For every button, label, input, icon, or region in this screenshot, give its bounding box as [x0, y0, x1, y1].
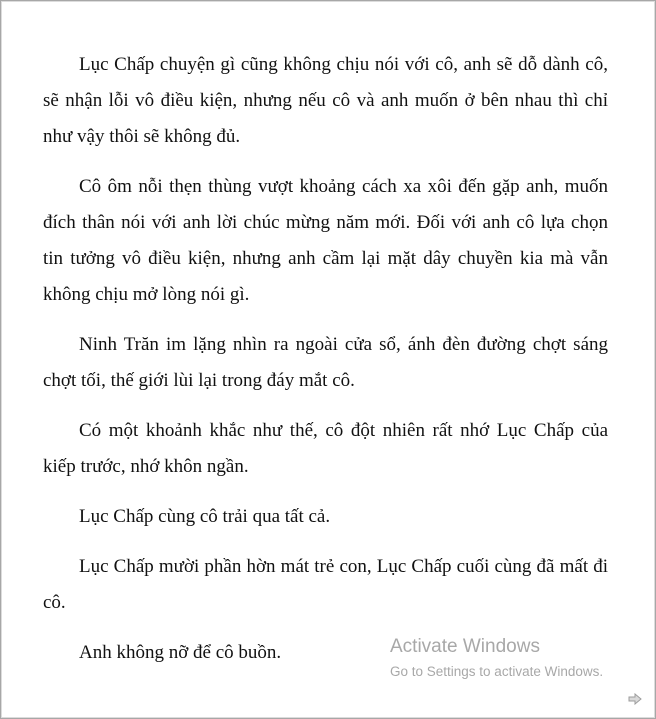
- paragraph: Anh không nỡ để cô buồn.: [79, 642, 282, 663]
- watermark-subtitle: Go to Settings to activate Windows.: [390, 664, 604, 679]
- paragraph: Lục Chấp chuyện gì cũng không chịu nói với cô, anh sẽ dỗ dành cô, sẽ nhận lỗi vô điều kiện, nhưng nếu cô và anh muốn ở bên nhau thì chỉ như vậy thôi sẽ không đủ.: [43, 54, 608, 147]
- paragraph: Lục Chấp cùng cô trải qua tất cả.: [79, 506, 331, 527]
- paragraph: Có một khoảnh khắc như thế, cô đột nhiên rất nhớ Lục Chấp của kiếp trước, nhớ khôn ngần.: [43, 420, 608, 477]
- paragraph: Cô ôm nỗi thẹn thùng vượt khoảng cách xa xôi đến gặp anh, muốn đích thân nói với anh lời chúc mừng năm mới. Đối với anh cô lựa chọn tin tưởng vô điều kiện, nhưng anh cầm lại mặt dây chuyền kia mà vẫn không chịu mở lòng nói gì.: [43, 176, 608, 305]
- activate-windows-watermark: [390, 635, 603, 681]
- document-body: [43, 47, 608, 685]
- paragraph: Lục Chấp mười phần hờn mát trẻ con, Lục Chấp cuối cùng đã mất đi cô.: [43, 556, 608, 613]
- arrow-icon: [628, 693, 642, 705]
- watermark-title: Activate Windows: [390, 636, 540, 657]
- paragraph: Ninh Trăn im lặng nhìn ra ngoài cửa sổ, ánh đèn đường chợt sáng chợt tối, thế giới lùi lại trong đáy mắt cô.: [43, 334, 608, 391]
